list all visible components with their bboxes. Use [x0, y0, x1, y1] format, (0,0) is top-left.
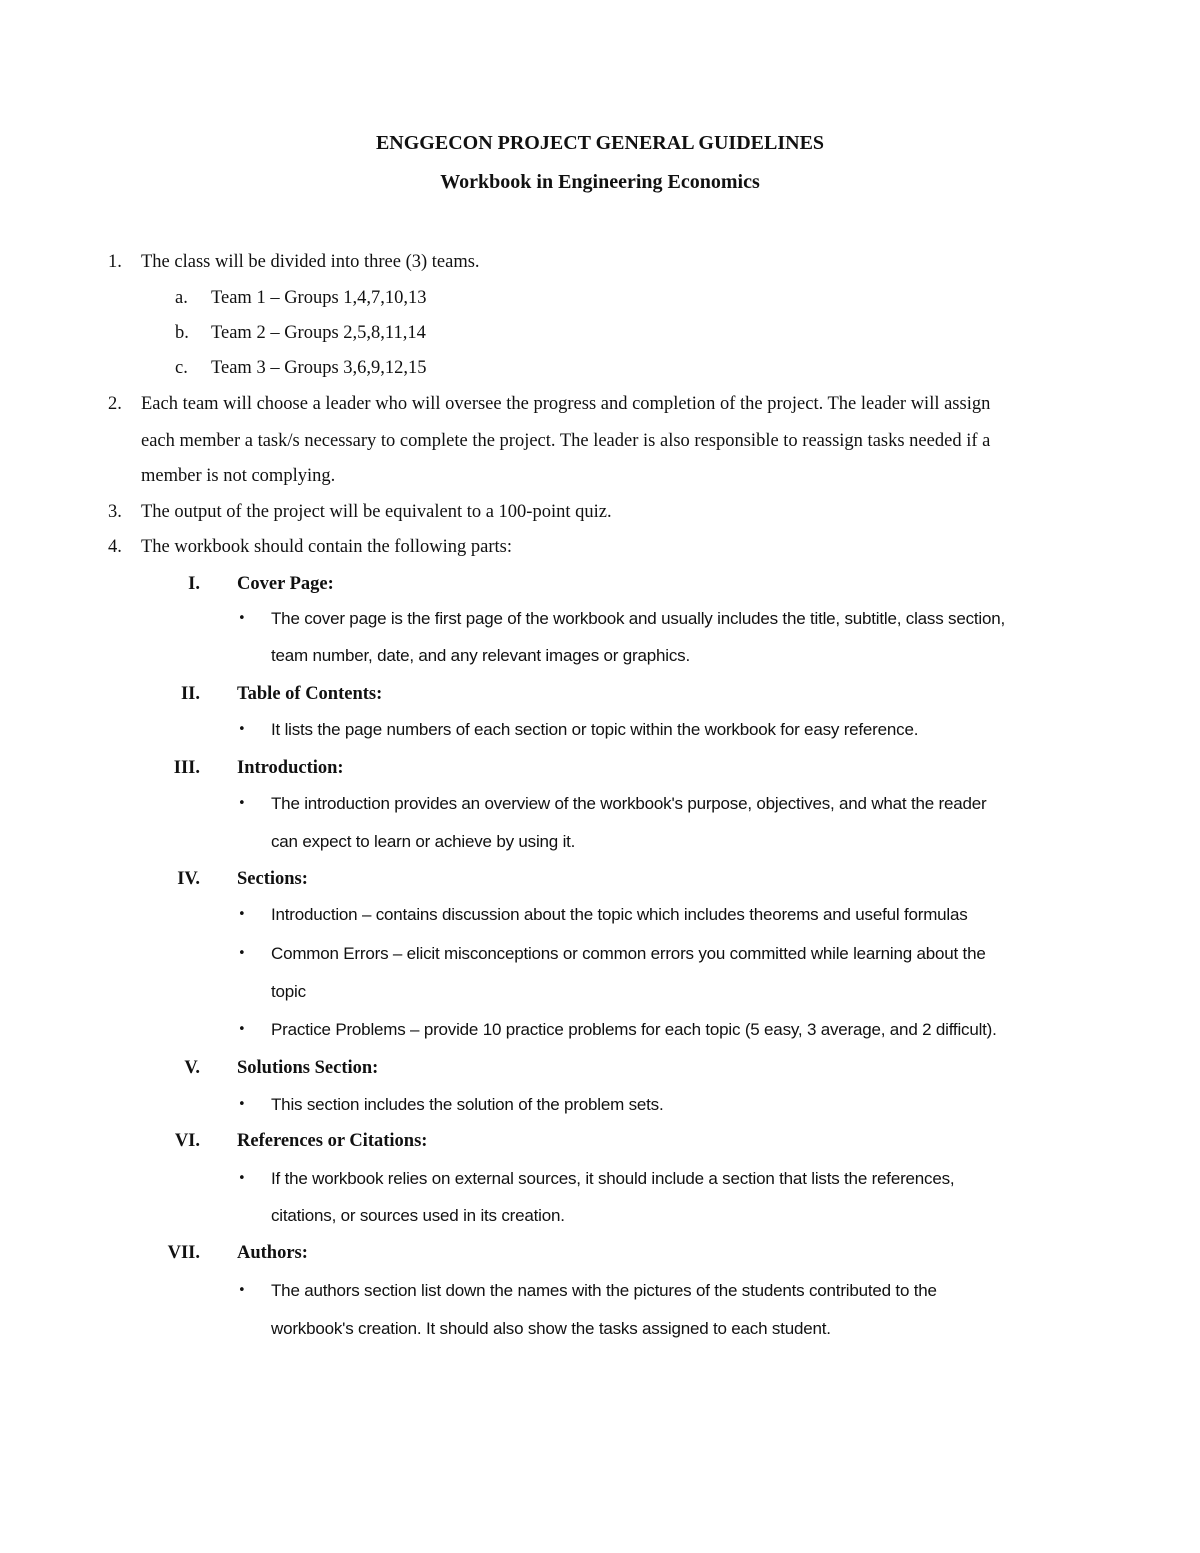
part-heading: Introduction:: [237, 758, 344, 778]
list-item-text: The output of the project will be equivalent to a 100-point quiz.: [141, 502, 612, 522]
bullet-icon: •: [238, 1097, 246, 1112]
list-item-text: Each team will choose a leader who will oversee the progress and completion of the project. The leader will assign: [141, 394, 991, 414]
part-numeral: IV.: [177, 869, 200, 889]
bullet-text: Introduction – contains discussion about the topic which includes theorems and useful formulas: [271, 905, 968, 924]
list-item-text: member is not complying.: [141, 466, 336, 486]
bullet-text: If the workbook relies on external sources, it should include a section that lists the references,: [271, 1169, 955, 1188]
bullet-icon: •: [238, 611, 246, 626]
bullet-text: The cover page is the first page of the workbook and usually includes the title, subtitle, class section,: [271, 609, 1006, 628]
bullet-icon: •: [238, 946, 246, 961]
bullet-text: The authors section list down the names with the pictures of the students contributed to the: [271, 1281, 937, 1300]
list-number: 1.: [108, 252, 122, 272]
bullet-icon: •: [238, 722, 246, 737]
sublist-letter: b.: [175, 323, 189, 343]
bullet-icon: •: [238, 1022, 246, 1037]
document-subtitle: Workbook in Engineering Economics: [440, 171, 760, 193]
bullet-text: can expect to learn or achieve by using it.: [271, 832, 576, 851]
part-numeral: VI.: [174, 1131, 200, 1151]
list-item-text: The class will be divided into three (3) teams.: [141, 252, 480, 272]
sublist-item-text: Team 3 – Groups 3,6,9,12,15: [211, 358, 427, 378]
bullet-icon: •: [238, 1283, 246, 1298]
part-heading: References or Citations:: [237, 1131, 428, 1151]
part-numeral: II.: [180, 684, 200, 704]
bullet-text: citations, or sources used in its creation.: [271, 1206, 565, 1225]
list-number: 4.: [108, 537, 122, 557]
part-heading: Table of Contents:: [237, 684, 383, 704]
bullet-text: Practice Problems – provide 10 practice problems for each topic (5 easy, 3 average, and 2 difficult).: [271, 1020, 997, 1039]
bullet-text: workbook's creation. It should also show the tasks assigned to each student.: [271, 1319, 831, 1338]
part-heading: Cover Page:: [237, 574, 334, 594]
part-heading: Solutions Section:: [237, 1058, 379, 1078]
list-number: 3.: [108, 502, 122, 522]
sublist-item-text: Team 1 – Groups 1,4,7,10,13: [211, 288, 427, 308]
document-title: ENGGECON PROJECT GENERAL GUIDELINES: [375, 132, 825, 154]
list-item-text: each member a task/s necessary to complete the project. The leader is also responsible to reassign tasks needed if a: [141, 431, 991, 451]
part-numeral: I.: [188, 574, 200, 594]
bullet-icon: •: [238, 796, 246, 811]
bullet-text: Common Errors – elicit misconceptions or common errors you committed while learning about the: [271, 944, 986, 963]
part-heading: Authors:: [237, 1243, 308, 1263]
bullet-icon: •: [238, 907, 246, 922]
part-numeral: VII.: [167, 1243, 200, 1263]
part-heading: Sections:: [237, 869, 308, 889]
sublist-letter: a.: [175, 288, 188, 308]
sublist-item-text: Team 2 – Groups 2,5,8,11,14: [211, 323, 426, 343]
bullet-icon: •: [238, 1171, 246, 1186]
bullet-text: The introduction provides an overview of the workbook's purpose, objectives, and what the reader: [271, 794, 987, 813]
bullet-text: This section includes the solution of the problem sets.: [271, 1095, 664, 1114]
part-numeral: III.: [173, 758, 200, 778]
part-numeral: V.: [184, 1058, 200, 1078]
sublist-letter: c.: [175, 358, 188, 378]
list-item-text: The workbook should contain the following parts:: [141, 537, 512, 557]
bullet-text: topic: [271, 982, 306, 1001]
bullet-text: team number, date, and any relevant images or graphics.: [271, 646, 690, 665]
list-number: 2.: [108, 394, 122, 414]
bullet-text: It lists the page numbers of each section or topic within the workbook for easy reference.: [271, 720, 919, 739]
